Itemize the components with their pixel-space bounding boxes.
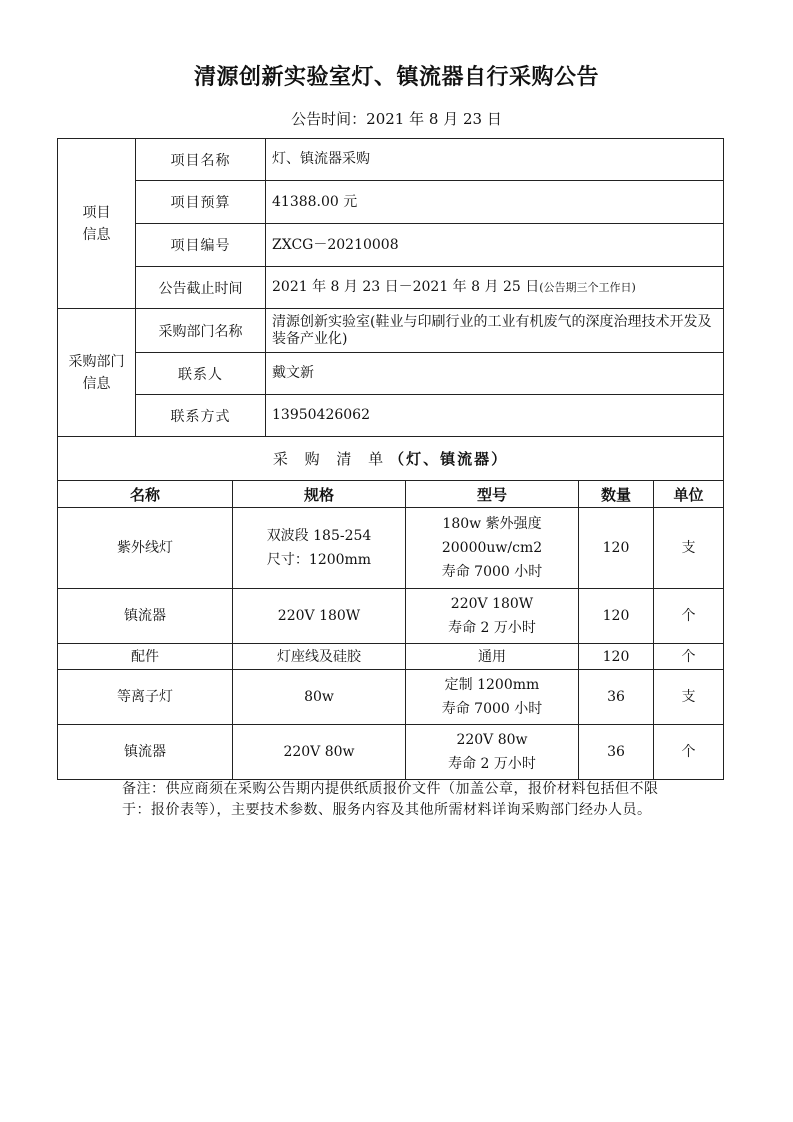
- remark-note: 备注：供应商须在采购公告期内提供纸质报价文件（加盖公章，报价材料包括但不限于：报价表等），主要技术参数、服务内容及其他所需材料详询采购部门经办人员。: [122, 781, 659, 818]
- list-title-prefix: 采 购 清 单: [272, 450, 390, 468]
- item-unit: 支: [654, 508, 724, 589]
- item-name: 等离子灯: [58, 670, 233, 725]
- item-model: 220V 80w 寿命 2 万小时: [406, 725, 579, 780]
- item-spec: 220V 80w: [233, 725, 406, 780]
- item-unit: 支: [654, 670, 724, 725]
- item-spec: 220V 180W: [233, 589, 406, 644]
- deadline-label: 公告截止时间: [136, 267, 266, 309]
- table-row: [58, 644, 724, 670]
- deadline-note: (公告期三个工作日): [539, 281, 636, 294]
- project-budget-label: 项目预算: [136, 181, 266, 224]
- item-qty: 120: [579, 644, 654, 670]
- item-qty: 36: [579, 725, 654, 780]
- contact-person-label: 联系人: [136, 353, 266, 395]
- project-number-value: ZXCG－20210008: [266, 224, 724, 267]
- table-row: [58, 725, 724, 780]
- contact-person-value: 戴文新: [266, 353, 724, 395]
- item-unit: 个: [654, 644, 724, 670]
- item-unit: 个: [654, 589, 724, 644]
- item-model: 180w 紫外强度 20000uw/cm2 寿命 7000 小时: [406, 508, 579, 589]
- dept-name-value: 清源创新实验室(鞋业与印刷行业的工业有机废气的深度治理技术开发及装备产业化): [266, 309, 724, 353]
- item-unit: 个: [654, 725, 724, 780]
- item-name: 紫外线灯: [58, 508, 233, 589]
- header-qty: 数量: [579, 481, 654, 508]
- item-model: 定制 1200mm 寿命 7000 小时: [406, 670, 579, 725]
- items-table: [57, 480, 724, 780]
- item-spec: 双波段 185-254 尺寸：1200mm: [233, 508, 406, 589]
- project-info-category: 项目信息: [58, 139, 136, 309]
- item-qty: 120: [579, 508, 654, 589]
- announcement-date: 公告时间：2021 年 8 月 23 日: [291, 110, 502, 128]
- dept-info-category: 采购部门信息: [58, 309, 136, 437]
- page-title: 清源创新实验室灯、镇流器自行采购公告: [193, 65, 599, 90]
- project-number-label: 项目编号: [136, 224, 266, 267]
- header-name: 名称: [58, 481, 233, 508]
- header-spec: 规格: [233, 481, 406, 508]
- purchase-list-title: [58, 437, 724, 481]
- project-name-value: 灯、镇流器采购: [266, 139, 724, 181]
- header-model: 型号: [406, 481, 579, 508]
- item-model: 220V 180W 寿命 2 万小时: [406, 589, 579, 644]
- item-qty: 36: [579, 670, 654, 725]
- info-table: [57, 138, 724, 481]
- item-model: 通用: [406, 644, 579, 670]
- project-name-label: 项目名称: [136, 139, 266, 181]
- table-row: [58, 589, 724, 644]
- deadline-value: [266, 267, 724, 309]
- table-row: [58, 670, 724, 725]
- item-spec: 80w: [233, 670, 406, 725]
- table-row: [58, 508, 724, 589]
- header-unit: 单位: [654, 481, 724, 508]
- item-qty: 120: [579, 589, 654, 644]
- item-spec: 灯座线及硅胶: [233, 644, 406, 670]
- item-name: 镇流器: [58, 725, 233, 780]
- item-name: 镇流器: [58, 589, 233, 644]
- contact-phone-label: 联系方式: [136, 395, 266, 437]
- contact-phone-value: 13950426062: [266, 395, 724, 437]
- project-budget-value: 41388.00 元: [266, 181, 724, 224]
- dept-name-label: 采购部门名称: [136, 309, 266, 353]
- list-title-bold: （灯、镇流器）: [389, 450, 509, 468]
- deadline-range: 2021 年 8 月 23 日－2021 年 8 月 25 日: [272, 279, 540, 295]
- item-rows: [58, 508, 724, 780]
- item-name: 配件: [58, 644, 233, 670]
